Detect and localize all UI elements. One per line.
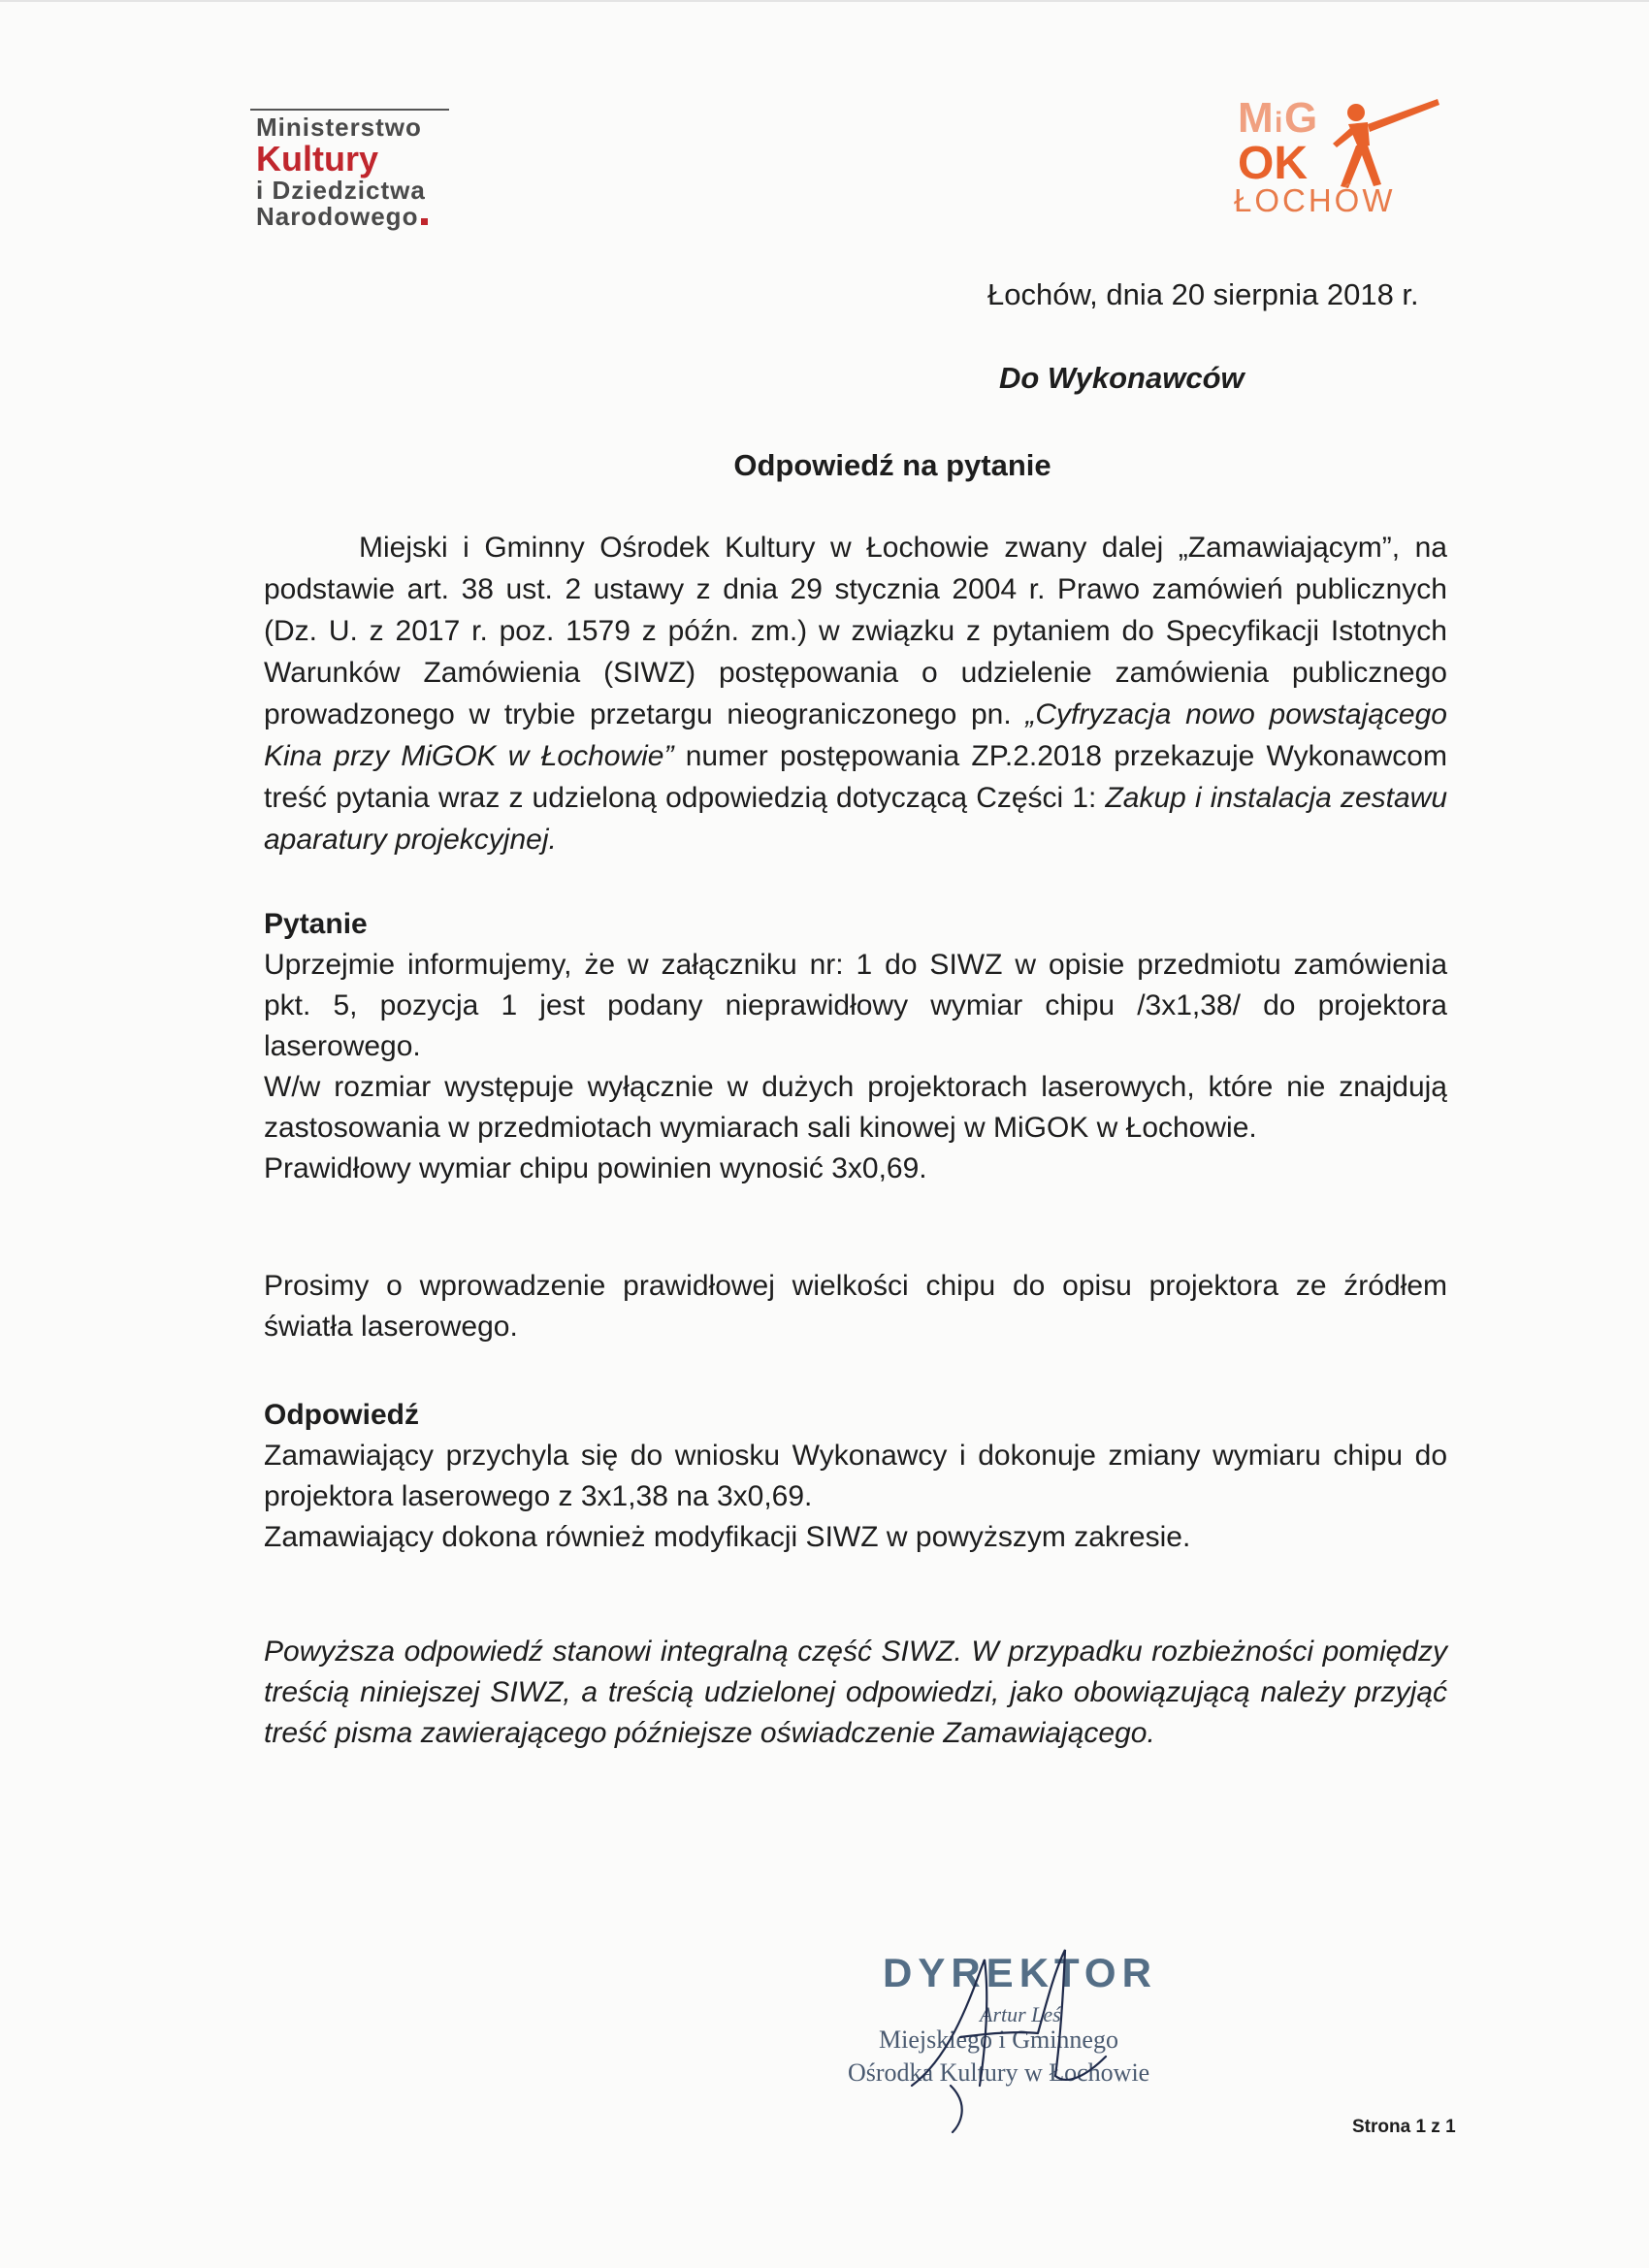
svg-text:OK: OK	[1238, 138, 1308, 189]
stamp-line1: Miejskiego i Gminnego	[879, 2025, 1118, 2054]
svg-text:i: i	[1275, 107, 1283, 139]
answer-paragraph-1: Zamawiający przychyla się do wniosku Wykonawcy i dokonuje zmiany wymiaru chipu do projektora laserowego z 3x1,38 na 3x0,69.	[264, 1440, 1447, 1512]
letter-date: Łochów, dnia 20 sierpnia 2018 r.	[987, 277, 1419, 311]
letter-title: Odpowiedź na pytanie	[733, 448, 1051, 482]
handwritten-signature	[892, 1940, 1145, 2134]
final-note	[264, 1632, 1447, 1754]
ministry-logo	[256, 114, 428, 231]
svg-text:G: G	[1284, 94, 1318, 142]
intro-paragraph	[264, 527, 1447, 860]
stamp-line2: Ośrodka Kultury w Łochowie	[848, 2058, 1150, 2087]
ministry-logo-line2: Kultury	[256, 139, 378, 179]
intro-project-name: „Cyfryzacja nowo powstającego Kina przy MiGOK w Łochowie”	[264, 698, 1447, 772]
ministry-logo-line1: Ministerstwo	[256, 113, 422, 142]
intro-text-2: numer postępowania ZP.2.2018 przekazuje Wykonawcom treść pytania wraz z udzieloną odpowiedzią dotyczącą Części 1:	[264, 740, 1447, 814]
request-text: Prosimy o wprowadzenie prawidłowej wielkości chipu do opisu projektora ze źródłem światła laserowego.	[264, 1270, 1447, 1343]
ministry-logo-rule	[250, 109, 449, 111]
question-paragraph-2: W/w rozmiar występuje wyłącznie w dużych projektorach laserowych, które nie znajdują zastosowania w przedmiotach wymiarach sali kinowej w MiGOK w Łochowie.	[264, 1071, 1447, 1144]
answer-paragraph-2: Zamawiający dokona również modyfikacji SIWZ w powyższym zakresie.	[264, 1521, 1191, 1553]
svg-text:M: M	[1238, 94, 1274, 142]
ministry-logo-line3: i Dziedzictwa	[256, 176, 426, 206]
intro-part-name: Zakup i instalacja zestawu aparatury projekcyjnej.	[264, 782, 1448, 856]
ministry-logo-line4-wrap	[256, 204, 428, 230]
ministry-logo-line4: Narodowego	[256, 202, 419, 232]
final-note-text: Powyższa odpowiedź stanowi integralną część SIWZ. W przypadku rozbieżności pomiędzy treścią niniejszej SIWZ, a treścią udzielonej odpowiedzi, jako obowiązującą należy przyjąć treść pisma zawierającego późniejsze oświadczenie Zamawiającego.	[264, 1636, 1447, 1749]
stamp-title: DYREKTOR	[883, 1950, 1157, 1995]
answer-section	[264, 1395, 1447, 1558]
question-section	[264, 904, 1447, 1189]
stamp-name: Artur Leś	[980, 2002, 1061, 2026]
scan-edge	[0, 0, 1649, 2]
page-number: Strona 1 z 1	[1352, 2117, 1456, 2137]
letter-recipient: Do Wykonawców	[999, 361, 1245, 395]
request-paragraph	[264, 1266, 1447, 1347]
answer-heading: Odpowiedź	[264, 1399, 419, 1431]
question-heading: Pytanie	[264, 908, 368, 940]
ministry-logo-dot	[421, 218, 428, 225]
question-paragraph-3: Prawidłowy wymiar chipu powinien wynosić 3x0,69.	[264, 1152, 927, 1184]
migok-city: ŁOCHÓW	[1234, 182, 1396, 218]
question-paragraph-1: Uprzejmie informujemy, że w załączniku nr: 1 do SIWZ w opisie przedmiotu zamówienia pkt. 5, pozycja 1 jest podany nieprawidłowy wymiar chipu /3x1,38/ do projektora laserowego.	[264, 949, 1447, 1062]
intro-text-1: Miejski i Gminny Ośrodek Kultury w Łochowie zwany dalej „Zamawiającym”, na podstawie art. 38 ust. 2 ustawy z dnia 29 stycznia 2004 r. Prawo zamówień publicznych (Dz. U. z 2017 r. poz. 1579 z późn. zm.) w związku z pytaniem do Specyfikacji Istotnych Warunków Zamówienia (SIWZ) postępowania o udzielenie zamówienia publicznego prowadzonego w trybie przetargu nieograniczonego pn.	[264, 532, 1447, 730]
